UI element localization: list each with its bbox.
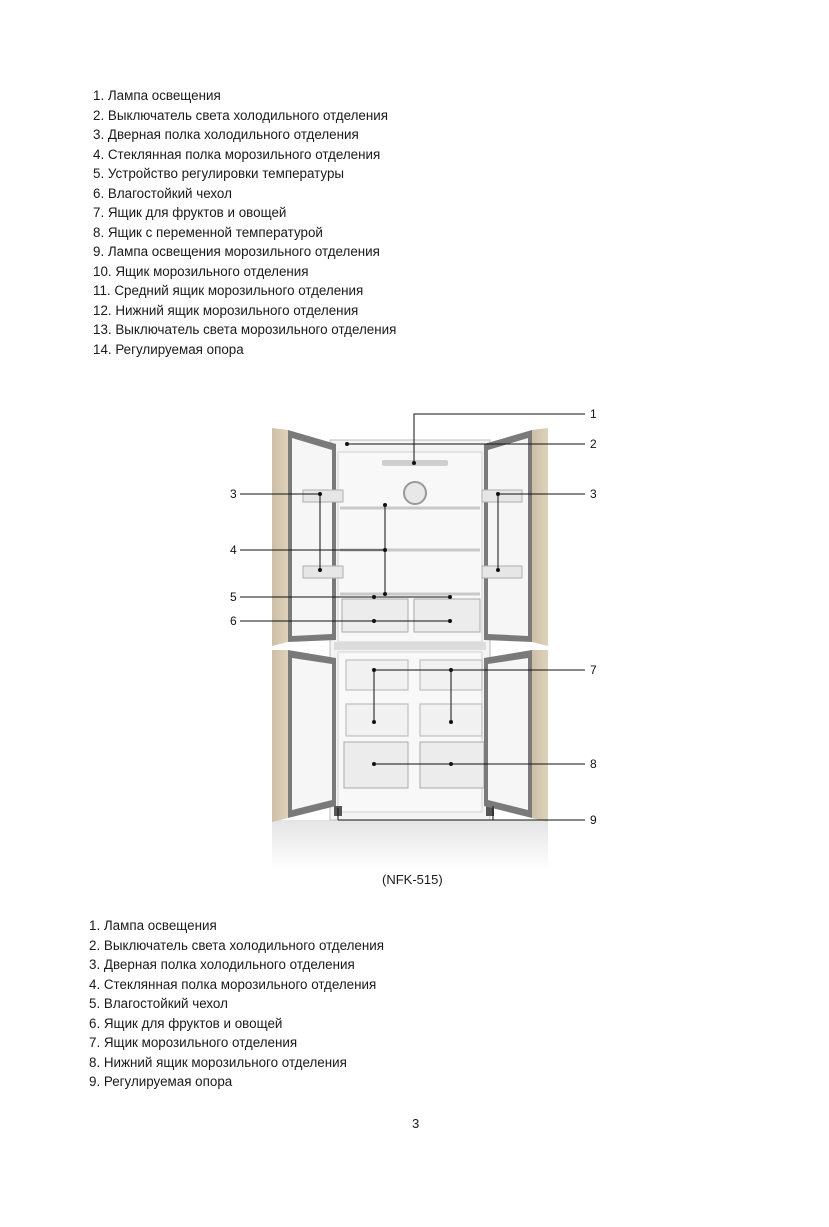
list-item: 3. Дверная полка холодильного отделения: [89, 957, 355, 972]
list-item: 11. Средний ящик морозильного отделения: [93, 283, 364, 298]
list-item: 7. Ящик для фруктов и овощей: [93, 205, 287, 220]
list-item: 3. Дверная полка холодильного отделения: [93, 127, 359, 142]
list-item: 9. Лампа освещения морозильного отделения: [93, 244, 380, 259]
list-item: 4. Стеклянная полка морозильного отделения: [93, 146, 381, 162]
list-item: 14. Регулируемая опора: [93, 341, 244, 357]
list-item: 13. Выключатель света морозильного отделения: [93, 322, 397, 337]
callout-number-1: 1: [590, 407, 597, 421]
callout-number-3-right: 3: [590, 487, 597, 501]
list-item: 5. Устройство регулировки температуры: [93, 166, 345, 181]
bottom-parts-list: [89, 916, 384, 1092]
callout-number-8: 8: [590, 757, 597, 771]
list-item: 1. Лампа освещения: [93, 88, 221, 103]
list-item: 2. Выключатель света холодильного отделения: [93, 107, 388, 123]
list-item: 6. Ящик для фруктов и овощей: [89, 1015, 283, 1031]
list-item: 7. Ящик морозильного отделения: [89, 1035, 298, 1050]
list-item: 12. Нижний ящик морозильного отделения: [93, 302, 359, 318]
callout-number-4: 4: [230, 543, 237, 557]
fridge-illustration: [272, 428, 548, 822]
list-item: 8. Нижний ящик морозильного отделения: [89, 1054, 347, 1070]
callout-number-7: 7: [590, 663, 597, 677]
callout-number-9: 9: [590, 813, 597, 827]
callout-number-2: 2: [590, 437, 597, 451]
list-item: 2. Выключатель света холодильного отделения: [89, 937, 384, 953]
list-item: 5. Влагостойкий чехол: [89, 996, 228, 1011]
callout-number-5: 5: [230, 590, 237, 604]
callout-number-6: 6: [230, 614, 237, 628]
list-item: 4. Стеклянная полка морозильного отделения: [89, 976, 377, 992]
list-item: 9. Регулируемая опора: [89, 1074, 233, 1089]
list-item: 8. Ящик с переменной температурой: [93, 224, 323, 240]
figure-caption: (NFK-515): [382, 872, 443, 887]
page-number: 3: [412, 1116, 420, 1131]
list-item: 6. Влагостойкий чехол: [93, 185, 232, 201]
floor-reflection: [272, 820, 548, 870]
list-item: 10. Ящик морозильного отделения: [93, 263, 309, 279]
list-item: 1. Лампа освещения: [89, 918, 217, 933]
callout-number-3-left: 3: [230, 487, 237, 501]
